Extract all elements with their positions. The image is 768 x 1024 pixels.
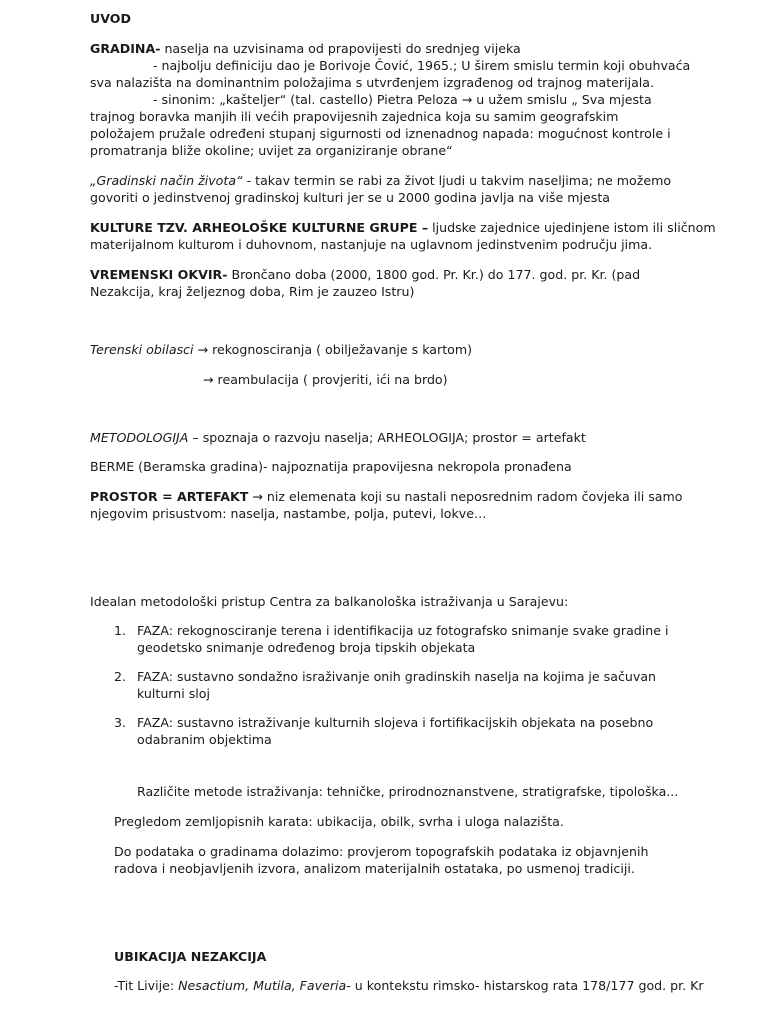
tereni-line-1: [90, 341, 472, 358]
nacin-zivota-line-2: govoriti o jedinstvenoj gradinskoj kulturi jer se u 2000 godina javlja na više mjesta: [90, 190, 611, 205]
prostor-line-2: njegovim prisustvom: naselja, nastambe, polja, putevi, lokve…: [90, 506, 487, 521]
tereni-term: Terenski obilasci: [90, 342, 194, 357]
metodologija-line: [90, 429, 586, 446]
nacin-zivota-line-1: [90, 172, 671, 189]
list-item-number: 3.: [114, 715, 127, 730]
gradina-line-2: - najbolju definiciju dao je Borivoje Čović, 1965.; U širem smislu termin koji obuhvaća: [153, 58, 691, 73]
metode-line: Različite metode istraživanja: tehničke, prirodnoznanstvene, stratigrafske, tipološka...: [137, 784, 679, 799]
ubikacija-heading: UBIKACIJA NEZAKCIJA: [114, 949, 267, 964]
okvir-line-1: [90, 266, 640, 283]
list-item-number: 2.: [114, 669, 127, 684]
okvir-line-2: Nezakcija, kraj željeznog doba, Rim je zauzeo Istru): [90, 284, 415, 299]
gradina-line-4: - sinonim: „kašteljer“ (tal. castello) Pietra Peloza → u užem smislu „ Sva mjesta: [153, 92, 652, 107]
kulture-term: KULTURE TZV. ARHEOLOŠKE KULTURNE GRUPE –: [90, 220, 429, 235]
list-item-line-1: FAZA: rekognosciranje terena i identifikacija uz fotografsko snimanje svake gradine i: [137, 623, 669, 638]
karte-line: Pregledom zemljopisnih karata: ubikacija, obilk, svrha i uloga nalazišta.: [114, 814, 564, 829]
nacin-zivota-definition: - takav termin se rabi za život ljudi u takvim naseljima; ne možemo: [242, 173, 672, 188]
gradina-definition: naselja na uzvisinama od prapovijesti do srednjeg vijeka: [160, 41, 521, 56]
list-item-line-1: FAZA: sustavno sondažno israživanje onih gradinskih naselja na kojima je sačuvan: [137, 669, 657, 684]
list-item-line-1: FAZA: sustavno istraživanje kulturnih slojeva i fortifikacijskih objekata na posebno: [137, 715, 654, 730]
uvod-heading: UVOD: [90, 11, 131, 26]
ubikacija-line: [114, 977, 704, 994]
podaci-line-1: Do podataka o gradinama dolazimo: provjerom topografskih podataka iz objavnjenih: [114, 844, 649, 859]
metodologija-definition: – spoznaja o razvoju naselja; ARHEOLOGIJA; prostor = artefakt: [188, 430, 586, 445]
pristup-intro: Idealan metodološki pristup Centra za balkanološka istraživanja u Sarajevu:: [90, 594, 569, 609]
kulture-definition: ljudske zajednice ujedinjene istom ili sličnom: [428, 220, 716, 235]
gradina-line-7: promatranja bliže okoline; uvijet za organiziranje obrane“: [90, 143, 453, 158]
ubikacija-names: Nesactium, Mutila, Faveria: [178, 978, 347, 993]
metodologija-term: METODOLOGIJA: [90, 430, 189, 445]
okvir-definition: Brončano doba (2000, 1800 god. Pr. Kr.) do 177. god. pr. Kr. (pad: [227, 267, 641, 282]
list-item-line-2: geodetsko snimanje određenog broja tipskih objekata: [137, 640, 476, 655]
tereni-rekognosciranja: → rekognosciranja ( obilježavanje s kartom): [193, 342, 473, 357]
berme-line: BERME (Beramska gradina)- najpoznatija prapovijesna nekropola pronađena: [90, 459, 572, 474]
gradina-term: GRADINA-: [90, 41, 161, 56]
kulture-line-1: [90, 219, 716, 236]
ubikacija-prefix: -Tit Livije:: [114, 978, 179, 993]
prostor-line-1: [90, 488, 683, 505]
tereni-line-2: → reambulacija ( provjeriti, ići na brdo): [203, 372, 448, 387]
list-item-line-2: odabranim objektima: [137, 732, 272, 747]
list-item-number: 1.: [114, 623, 127, 638]
list-item-line-2: kulturni sloj: [137, 686, 211, 701]
podaci-line-2: radova i neobjavljenih izvora, analizom materijalnih ostataka, po usmenoj tradiciji.: [114, 861, 635, 876]
ubikacija-rest: - u kontekstu rimsko- histarskog rata 178/177 god. pr. Kr: [346, 978, 704, 993]
gradina-line-3: sva nalazišta na dominantnim položajima s utvrđenjem izgrađenog od trajnog materijala.: [90, 75, 655, 90]
prostor-term: PROSTOR = ARTEFAKT: [90, 489, 249, 504]
prostor-definition: → niz elemenata koji su nastali neposrednim radom čovjeka ili samo: [248, 489, 683, 504]
kulture-line-2: materijalnom kulturom i duhovnom, nastanjuje na uglavnom jedinstvenim području jima.: [90, 237, 653, 252]
gradina-line-6: položajem pružale određeni stupanj sigurnosti od iznenadnog napada: mogućnost kontrole i: [90, 126, 671, 141]
okvir-term: VREMENSKI OKVIR-: [90, 267, 228, 282]
gradina-line-5: trajnog boravka manjih ili većih prapovijesnih zajednica koja su samim geografskim: [90, 109, 619, 124]
nacin-zivota-term: „Gradinski način života“: [90, 173, 243, 188]
gradina-line-1: [90, 40, 521, 57]
